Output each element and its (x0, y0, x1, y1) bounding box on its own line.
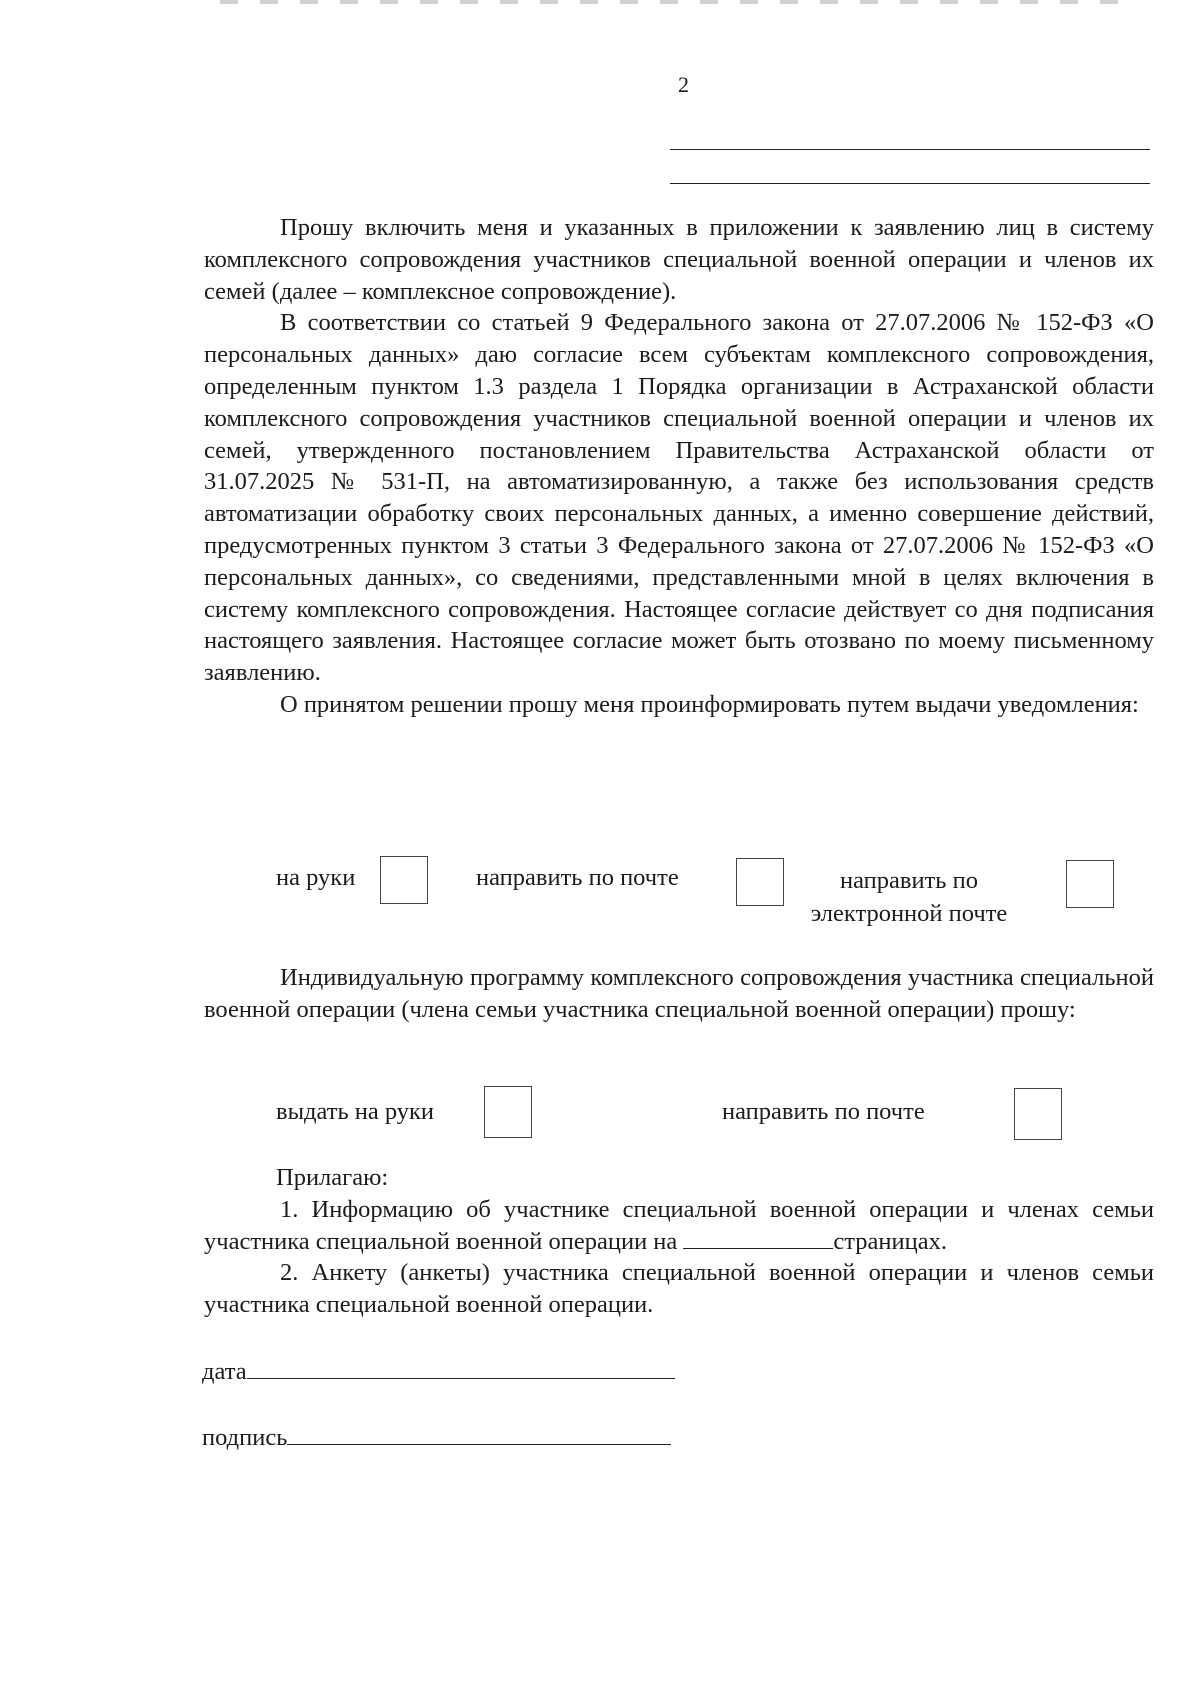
notification-options (0, 850, 1200, 960)
page-number: 2 (678, 72, 689, 97)
attachment-item-2: 2. Анкету (анкеты) участника специальной военной операции и членов семьи участника специальной военной операции. (204, 1259, 1154, 1319)
program-mail-checkbox[interactable] (1014, 1088, 1062, 1140)
attachments-heading: Прилагаю: (276, 1164, 389, 1191)
signature-label: подпись (202, 1424, 288, 1451)
date-field[interactable] (247, 1358, 675, 1379)
option-email-label-line2: электронной почте (810, 900, 1008, 927)
signature-row (202, 1424, 671, 1452)
option-mail-checkbox[interactable] (736, 858, 784, 906)
attachments-block (204, 1162, 1154, 1321)
option-email-label-line1: направить по (840, 867, 978, 894)
consent-paragraph: В соответствии со статьей 9 Федерального закона от 27.07.2006 № 152-ФЗ «О персональных данных» даю согласие всем субъектам комплексного сопровождения, определенным пунктом 1.3 раздела 1 Порядка организации в Астраханской области комплексного сопровождения участников специальной военной операции и членов их семей, утвержденного постановлением Правительства Астраханской области от 31.07.2025 № 531-П, на автоматизированную, а также без использования средств автоматизации обработку своих персональных данных, а именно совершение действий, предусмотренных пунктом 3 статьи 3 Федерального закона от 27.07.2006 № 152-ФЗ «О персональных данных», со сведениями, представленными мной в целях включения в систему комплексного сопровождения. Настоящее согласие действует со дня подписания настоящего заявления. Настоящее согласие может быть отозвано по моему письменному заявлению. (204, 309, 1154, 687)
date-label: дата (202, 1358, 247, 1385)
program-hand-checkbox[interactable] (484, 1086, 532, 1138)
program-hand-label: выдать на руки (276, 1098, 435, 1125)
addressee-line-2[interactable] (670, 183, 1150, 184)
option-email-label (784, 864, 1034, 930)
request-block (204, 212, 1154, 721)
pages-count-field[interactable] (683, 1228, 833, 1249)
inclusion-request-paragraph: Прошу включить меня и указанных в приложении к заявлению лиц в систему комплексного сопровождения участников специальной военной операции и членов их семей (далее – комплексное сопровождение). (204, 214, 1154, 305)
notification-request-paragraph: О принятом решении прошу меня проинформировать путем выдачи уведомления: (280, 690, 1139, 718)
program-paragraph: Индивидуальную программу комплексного сопровождения участника специальной военной операции (члена семьи участника специальной военной операции) прошу: (204, 964, 1154, 1023)
scan-artifact (220, 0, 1120, 4)
signature-field[interactable] (287, 1424, 671, 1445)
attachment-item-1-text: 1. Информацию об участнике специальной военной операции и членах семьи участника специальной военной операции на (204, 1195, 1154, 1255)
program-options (0, 1080, 1200, 1150)
date-row (202, 1358, 675, 1386)
option-hand-checkbox[interactable] (380, 856, 428, 904)
option-email-checkbox[interactable] (1066, 860, 1114, 908)
option-hand-label: на руки (276, 864, 356, 891)
attachment-item-1-suffix: страницах. (833, 1227, 948, 1255)
program-block (204, 962, 1154, 1026)
program-mail-label: направить по почте (722, 1098, 925, 1125)
attachment-item-1 (204, 1194, 1154, 1258)
option-mail-label: направить по почте (476, 864, 679, 891)
addressee-line-1[interactable] (670, 149, 1150, 150)
